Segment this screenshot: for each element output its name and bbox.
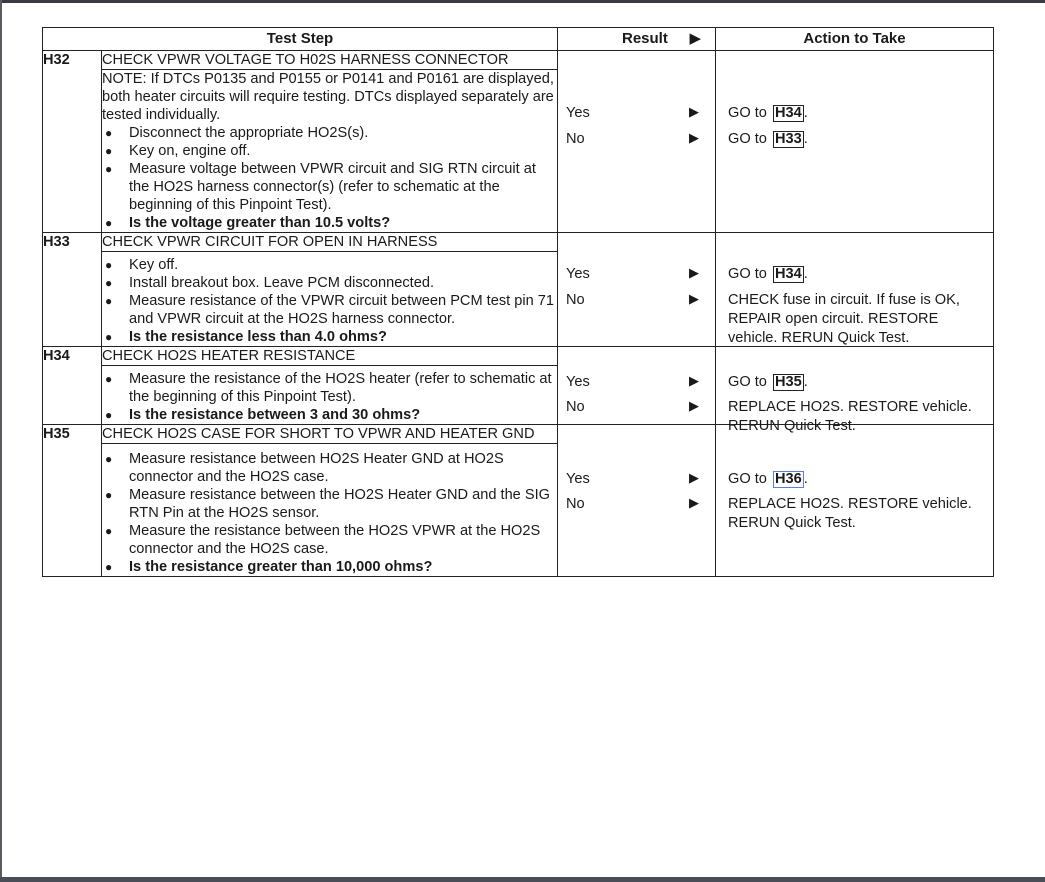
header-result-label: Result: [622, 30, 668, 47]
bullet-icon: ●: [105, 162, 113, 176]
result-cell: [558, 51, 716, 233]
pinpoint-test-table: [42, 27, 994, 577]
action-prefix: GO to: [728, 131, 767, 147]
top-frame-border: [0, 0, 1045, 3]
step-note: NOTE: If DTCs P0135 and P0155 or P0141 and P0161 are displayed, both heater circuits will require testing. DTCs displayed separately are tested individually.: [102, 71, 554, 123]
step-question: ● Is the voltage greater than 10.5 volts?: [105, 215, 391, 231]
step-id: H33: [43, 233, 102, 347]
action-no: GO to H33 .: [728, 131, 808, 147]
arrow-icon: ▶: [689, 470, 699, 485]
header-action: Action to Take: [716, 28, 994, 51]
action-prefix: GO to: [728, 105, 767, 121]
step-bullets: [102, 256, 557, 346]
bullet-icon: ●: [105, 330, 113, 344]
step-h34-title-row: [43, 347, 994, 366]
result-cell: [558, 347, 716, 425]
result-cell: [558, 425, 716, 577]
step-id: H32: [43, 51, 102, 233]
step-h33-title-row: [43, 233, 994, 252]
step-bullets: [102, 124, 557, 232]
step-bullet: ● Disconnect the appropriate HO2S(s).: [105, 125, 369, 141]
step-id: H35: [43, 425, 102, 577]
step-question: ● Is the resistance greater than 10,000 ohms?: [105, 559, 433, 575]
action-no: REPLACE HO2S. RESTORE vehicle. RERUN Quick Test.: [728, 399, 972, 434]
step-bullet: ● Measure the resistance of the HO2S heater (refer to schematic at the beginning of this Pinpoint Test).: [105, 371, 552, 405]
arrow-icon: ▶: [689, 398, 699, 413]
bullet-icon: ●: [105, 452, 113, 466]
bullet-icon: ●: [105, 144, 113, 158]
bullet-icon: ●: [105, 488, 113, 502]
bullet-icon: ●: [105, 126, 113, 140]
action-yes: GO to H35 .: [728, 374, 808, 390]
step-bullet: ● Measure voltage between VPWR circuit and SIG RTN circuit at the HO2S harness connector(s) (refer to schematic at the beginning of this Pinpoint Test).: [105, 161, 536, 213]
bullet-icon: ●: [105, 372, 113, 386]
header-arrow-icon: ▶: [689, 30, 701, 47]
step-question: ● Is the resistance between 3 and 30 ohms?: [105, 407, 421, 423]
step-body: [102, 444, 558, 577]
goto-link-h34[interactable]: H34: [775, 266, 802, 282]
action-cell: [716, 425, 994, 577]
step-id: H34: [43, 347, 102, 425]
action-yes: GO to H36 .: [728, 471, 808, 487]
bullet-icon: ●: [105, 560, 113, 574]
arrow-icon: ▶: [689, 265, 699, 280]
arrow-icon: ▶: [689, 495, 699, 510]
goto-link-h34[interactable]: H34: [775, 105, 802, 121]
action-cell: [716, 347, 994, 434]
step-title: CHECK VPWR CIRCUIT FOR OPEN IN HARNESS: [102, 233, 558, 252]
bullet-icon: ●: [105, 216, 113, 230]
step-h32-title-row: [43, 51, 994, 70]
action-yes: GO to H34 .: [728, 105, 808, 121]
step-bullets: [102, 450, 557, 576]
action-prefix: GO to: [728, 471, 767, 487]
result-yes: Yes: [566, 266, 590, 282]
step-bullet: ● Key off.: [105, 257, 179, 273]
result-no: No: [566, 131, 585, 147]
arrow-icon: ▶: [689, 291, 699, 306]
step-bullet: ● Measure resistance between the HO2S Heater GND and the SIG RTN Pin at the HO2S sensor.: [105, 487, 550, 521]
result-no: No: [566, 292, 585, 308]
bullet-icon: ●: [105, 408, 113, 422]
step-question: ● Is the resistance less than 4.0 ohms?: [105, 329, 387, 345]
arrow-icon: ▶: [689, 130, 699, 145]
step-bullet: ● Measure resistance of the VPWR circuit between PCM test pin 71 and VPWR circuit at the HO2S harness connector.: [105, 293, 555, 327]
arrow-icon: ▶: [689, 373, 699, 388]
action-yes: GO to H34 .: [728, 266, 808, 282]
step-body: [102, 70, 558, 233]
goto-link-h36[interactable]: H36: [775, 471, 802, 487]
step-body: [102, 366, 558, 425]
bullet-icon: ●: [105, 524, 113, 538]
step-title: CHECK HO2S CASE FOR SHORT TO VPWR AND HEATER GND: [102, 425, 558, 444]
action-prefix: GO to: [728, 374, 767, 390]
left-frame-border: [0, 0, 2, 882]
step-bullet: ● Measure the resistance between the HO2S VPWR at the HO2S connector and the HO2S case.: [105, 523, 541, 557]
action-no: REPLACE HO2S. RESTORE vehicle. RERUN Quick Test.: [728, 496, 972, 531]
result-yes: Yes: [566, 374, 590, 390]
step-title: CHECK VPWR VOLTAGE TO H02S HARNESS CONNECTOR: [102, 51, 558, 70]
action-cell: [716, 51, 994, 233]
result-no: No: [566, 399, 585, 415]
step-bullet: ● Measure resistance between HO2S Heater GND at HO2S connector and the HO2S case.: [105, 451, 504, 485]
result-yes: Yes: [566, 105, 590, 121]
step-h35-title-row: [43, 425, 994, 444]
step-bullets: [102, 370, 557, 424]
result-yes: Yes: [566, 471, 590, 487]
action-prefix: GO to: [728, 266, 767, 282]
result-no: No: [566, 496, 585, 512]
header-test-step: Test Step: [43, 28, 558, 51]
action-no: CHECK fuse in circuit. If fuse is OK, REPAIR open circuit. RESTORE vehicle. RERUN Quick Test.: [728, 292, 960, 346]
bottom-frame-border: [0, 877, 1045, 882]
arrow-icon: ▶: [689, 104, 699, 119]
action-cell: [716, 233, 994, 347]
step-bullet: ● Install breakout box. Leave PCM disconnected.: [105, 275, 435, 291]
result-cell: [558, 233, 716, 347]
bullet-icon: ●: [105, 258, 113, 272]
header-result: [558, 28, 716, 51]
table-header-row: [43, 28, 994, 51]
goto-link-h33[interactable]: H33: [775, 131, 802, 147]
step-bullet: ● Key on, engine off.: [105, 143, 251, 159]
bullet-icon: ●: [105, 276, 113, 290]
bullet-icon: ●: [105, 294, 113, 308]
step-body: [102, 252, 558, 347]
step-title: CHECK HO2S HEATER RESISTANCE: [102, 347, 558, 366]
goto-link-h35[interactable]: H35: [775, 374, 802, 390]
